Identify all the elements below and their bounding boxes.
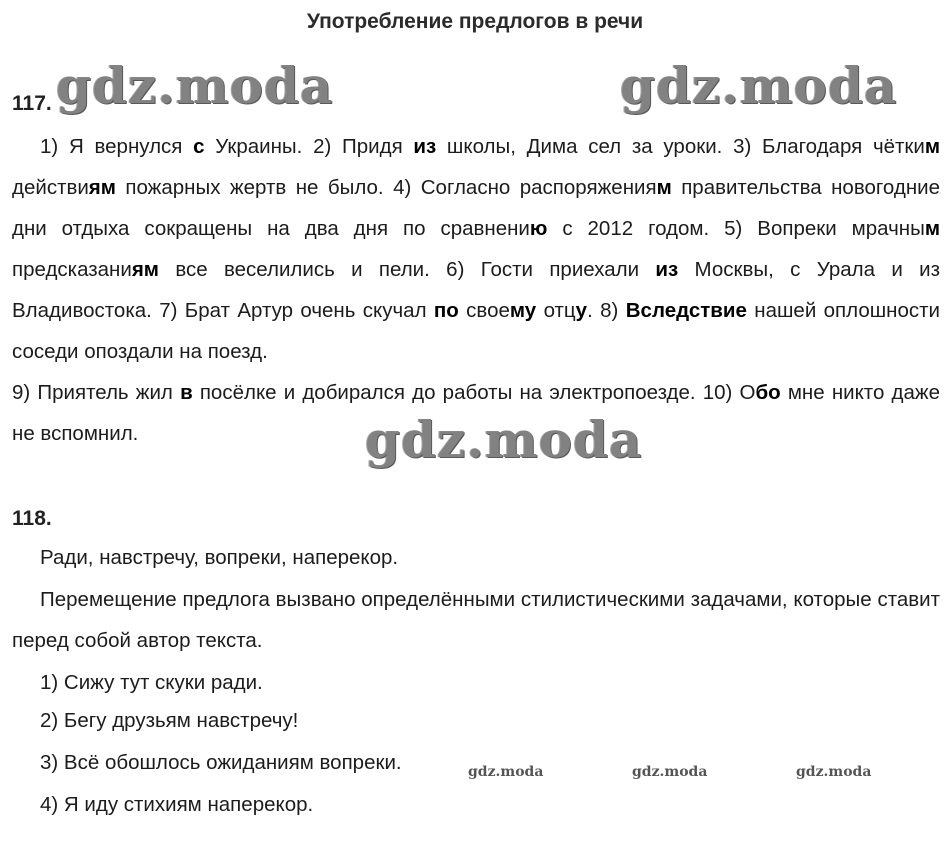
exercise-number-117: 117.	[12, 92, 52, 115]
bold-fragment: ю	[529, 217, 548, 240]
watermark-3: gdz.moda	[365, 410, 643, 469]
bold-fragment: му	[509, 299, 537, 322]
bold-fragment: в	[180, 381, 193, 404]
watermark-small-1: gdz.moda	[468, 764, 544, 780]
bold-fragment: по	[433, 299, 459, 322]
example-4: 4) Я иду стихиям наперекор.	[40, 793, 314, 816]
bold-fragment: ям	[131, 258, 159, 281]
exercise-number-118: 118.	[12, 507, 52, 530]
example-1: 1) Сижу тут скуки ради.	[40, 671, 263, 694]
watermark-small-2: gdz.moda	[632, 764, 708, 780]
exercise-118-explanation: Перемещение предлога вызвано определёнными стилистическими задачами, которые ставит перед собой автор текста.	[12, 588, 940, 652]
bold-fragment: из	[655, 258, 679, 281]
exercise-117-paragraph-1: 1) Я вернулся с Украины. 2) Придя из школы, Дима сел за уроки. 3) Благодаря чётким действиям пожарных жертв не было. 4) Согласно распоряжениям правительства новогодние дни отдыха сокращены на два дня по сравнению с 2012 годом. 5) Вопреки мрачным предсказаниям все веселились и пели. 6) Гости приехали из Москвы, с Урала и из Владивостока. 7) Брат Артур очень скучал по своему отцу. 8) Вследствие нашей оплошности соседи опоздали на поезд.	[12, 135, 941, 363]
bold-fragment: Вследствие	[625, 299, 747, 322]
bold-fragment: м	[924, 217, 940, 240]
bold-fragment: м	[924, 135, 941, 158]
example-3: 3) Всё обошлось ожиданиям вопреки.	[40, 751, 402, 774]
bold-fragment: у	[575, 299, 588, 322]
watermark-small-3: gdz.moda	[796, 764, 872, 780]
exercise-118-answer-line: Ради, навстречу, вопреки, наперекор.	[40, 546, 399, 569]
example-2: 2) Бегу друзьям навстречу!	[40, 709, 299, 732]
exercise-117-paragraph-2: 9) Приятель жил в посёлке и добирался до работы на электропоезде. 10) Обо мне никто даже не вспомнил.	[12, 381, 940, 445]
bold-fragment: м	[656, 176, 672, 199]
watermark-1: gdz.moda	[56, 56, 334, 115]
bold-fragment: ям	[88, 176, 116, 199]
watermark-2: gdz.moda	[620, 56, 898, 115]
bold-fragment: из	[413, 135, 437, 158]
bold-fragment: с	[193, 135, 205, 158]
page-title: Употребление предлогов в речи	[306, 10, 644, 33]
bold-fragment: бо	[755, 381, 781, 404]
